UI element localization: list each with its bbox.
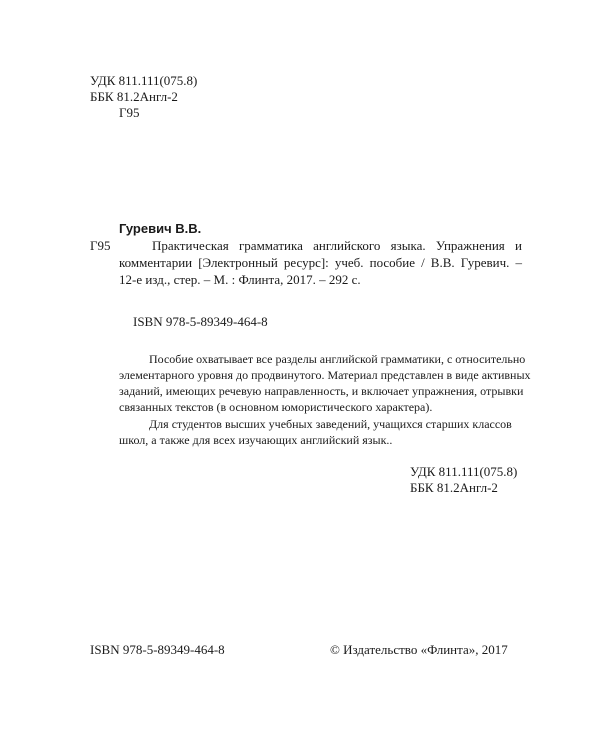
annotation-line: Для студентов высших учебных заведений, учащихся старших классов: [149, 417, 512, 431]
annotation-line: Пособие охватывает все разделы английской грамматики, с относительно: [149, 352, 526, 366]
copyright: © Издательство «Флинта», 2017: [330, 642, 508, 657]
bbk-top: ББК 81.2Англ-2: [90, 89, 178, 104]
udk-bottom: УДК 811.111(075.8): [410, 464, 518, 479]
isbn-main: ISBN 978-5-89349-464-8: [133, 314, 268, 329]
author-name: Гуревич В.В.: [119, 221, 202, 236]
author-mark-top: Г95: [119, 105, 140, 120]
annotation-line: связанных текстов (в основном юмористического характера).: [119, 400, 433, 414]
bbk-bottom: ББК 81.2Англ-2: [410, 480, 498, 495]
bibliographic-description: [152, 238, 522, 254]
annotation-line: заданий, имеющих речевую направленность, и включает упражнения, отрывки: [119, 384, 524, 398]
bibliographic-description-cont: [119, 255, 522, 271]
isbn-footer: ISBN 978-5-89349-464-8: [90, 642, 225, 657]
annotation-line: элементарного уровня до продвинутого. Материал представлен в виде активных: [119, 368, 531, 382]
udk-top: УДК 811.111(075.8): [90, 73, 198, 88]
author-mark-bib: Г95: [90, 238, 111, 253]
bib-line: Практическая грамматика английского языка. Упражнения и: [152, 238, 522, 253]
bib-line: 12-е изд., стер. – М. : Флинта, 2017. – 292 с.: [119, 272, 361, 287]
annotation-line: школ, а также для всех изучающих английский язык..: [119, 433, 393, 447]
bib-line: комментарии [Электронный ресурс]: учеб. пособие / В.В. Гуревич. –: [119, 255, 522, 270]
